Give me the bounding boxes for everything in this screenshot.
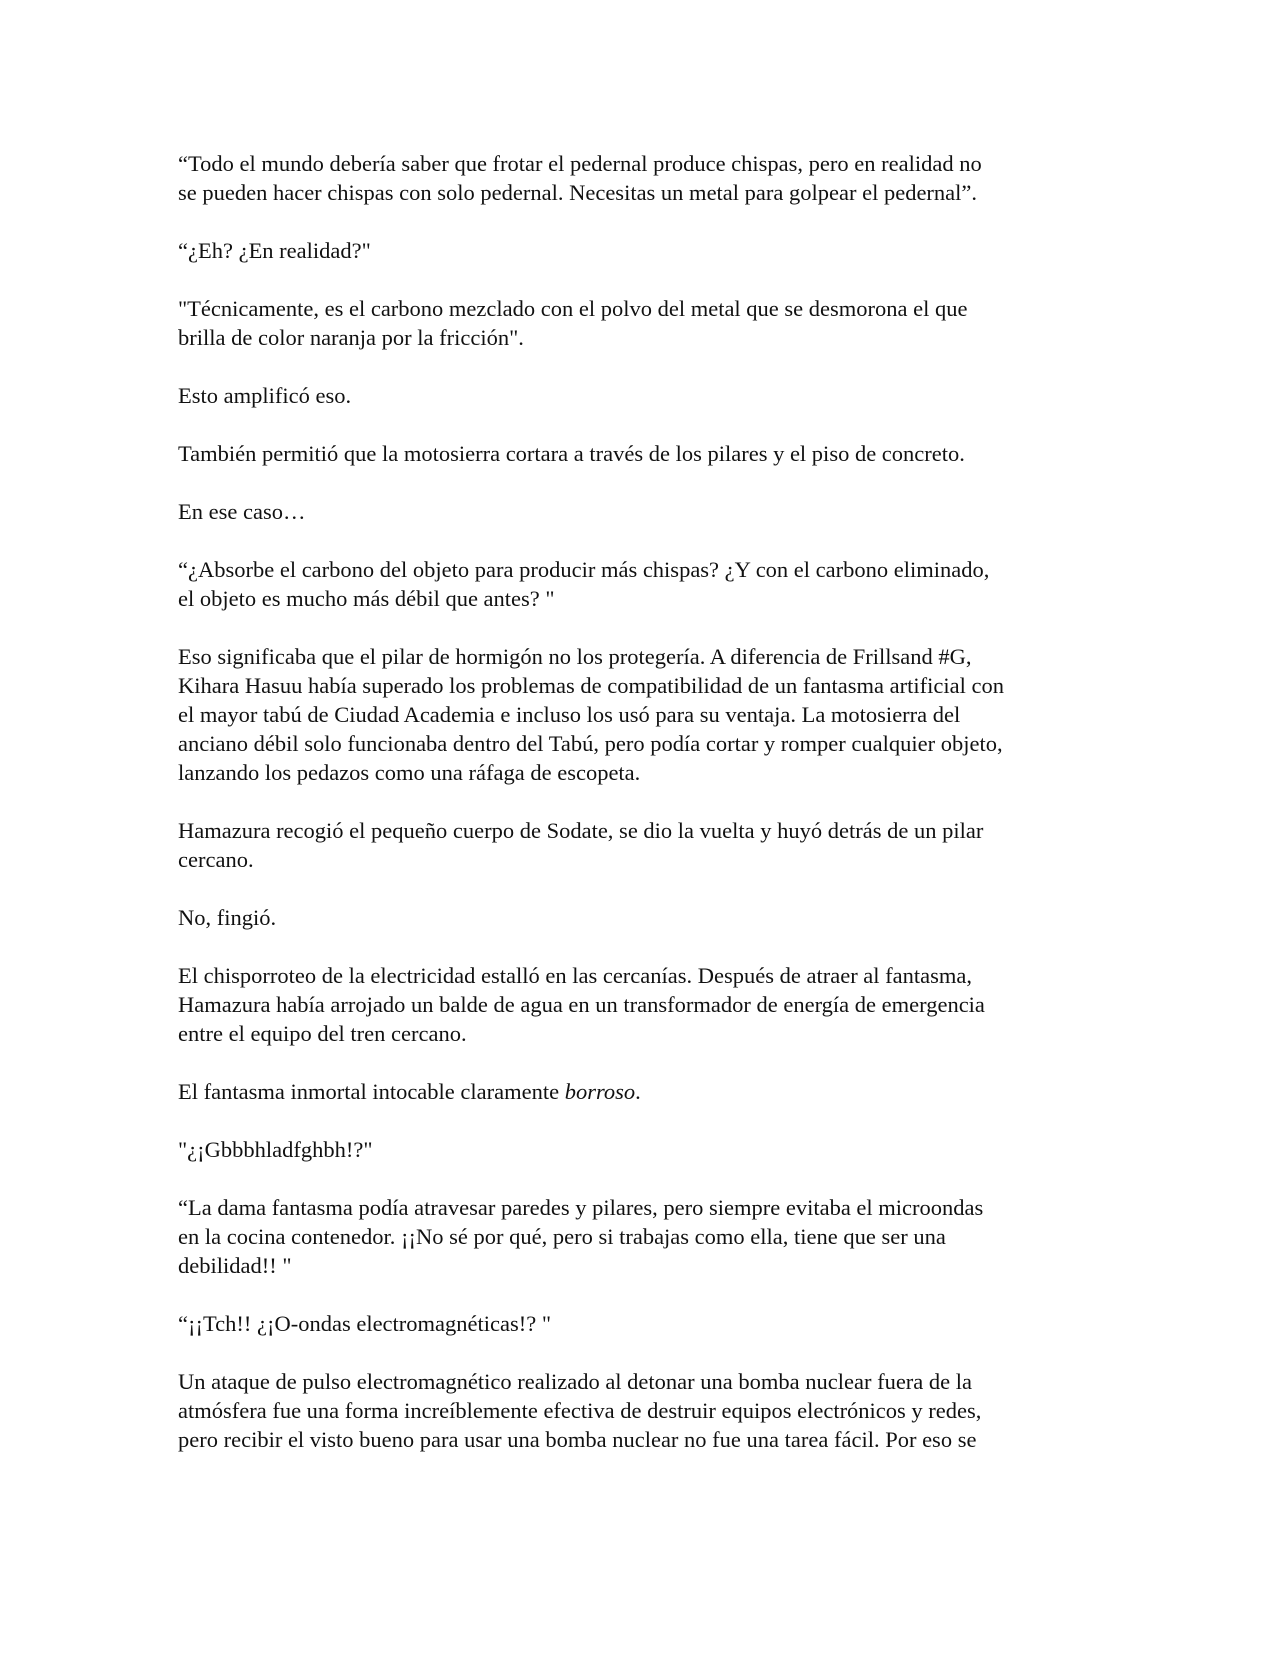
paragraph xyxy=(178,1193,1118,1280)
text-run: El fantasma inmortal intocable claramente xyxy=(178,1079,565,1104)
text-line: “Todo el mundo debería saber que frotar el pedernal produce chispas, pero en realidad no xyxy=(178,151,982,176)
text-line: “¿Eh? ¿En realidad?" xyxy=(178,238,371,263)
paragraph xyxy=(178,961,1118,1048)
text-line: “¡¡Tch!! ¿¡O-ondas electromagnéticas!? " xyxy=(178,1311,552,1336)
text-line: "Técnicamente, es el carbono mezclado con el polvo del metal que se desmorona el que xyxy=(178,296,968,321)
text-line: en la cocina contenedor. ¡¡No sé por qué, pero si trabajas como ella, tiene que ser una xyxy=(178,1224,946,1249)
paragraph xyxy=(178,1309,1118,1338)
paragraph xyxy=(178,236,1118,265)
text-line: Esto amplificó eso. xyxy=(178,383,352,408)
text-line: Un ataque de pulso electromagnético realizado al detonar una bomba nuclear fuera de la xyxy=(178,1369,973,1394)
text-line: brilla de color naranja por la fricción". xyxy=(178,325,524,350)
text-line: Hamazura había arrojado un balde de agua en un transformador de energía de emergencia xyxy=(178,992,985,1017)
paragraph xyxy=(178,555,1118,613)
text-line: debilidad!! " xyxy=(178,1253,292,1278)
text-line: "¿¡Gbbbhladfghbh!?" xyxy=(178,1137,373,1162)
paragraph xyxy=(178,642,1118,787)
text-line: entre el equipo del tren cercano. xyxy=(178,1021,467,1046)
paragraph xyxy=(178,149,1118,207)
text-line: También permitió que la motosierra cortara a través de los pilares y el piso de concreto. xyxy=(178,441,965,466)
text-line: “¿Absorbe el carbono del objeto para producir más chispas? ¿Y con el carbono eliminado, xyxy=(178,557,990,582)
text-line: cercano. xyxy=(178,847,254,872)
paragraphs-before xyxy=(178,149,1118,1048)
text-line: Eso significaba que el pilar de hormigón no los protegería. A diferencia de Frillsand #G, xyxy=(178,644,972,669)
paragraph xyxy=(178,816,1118,874)
paragraph xyxy=(178,294,1118,352)
text-line: En ese caso… xyxy=(178,499,306,524)
text-line: No, fingió. xyxy=(178,905,277,930)
text-line: anciano débil solo funcionaba dentro del Tabú, pero podía cortar y romper cualquier objeto, xyxy=(178,731,1003,756)
text-line: atmósfera fue una forma increíblemente efectiva de destruir equipos electrónicos y redes, xyxy=(178,1398,982,1423)
paragraph xyxy=(178,1367,1118,1454)
text-line: Hamazura recogió el pequeño cuerpo de Sodate, se dio la vuelta y huyó detrás de un pilar xyxy=(178,818,984,843)
italic-text: borroso xyxy=(564,1079,636,1104)
text-line: lanzando los pedazos como una ráfaga de escopeta. xyxy=(178,760,641,785)
paragraph-italic xyxy=(178,1077,1118,1106)
paragraph xyxy=(178,439,1118,468)
text-line: se pueden hacer chispas con solo pedernal. Necesitas un metal para golpear el pedernal”. xyxy=(178,180,978,205)
paragraph xyxy=(178,381,1118,410)
text-run: . xyxy=(635,1079,641,1104)
text-line: el objeto es mucho más débil que antes? " xyxy=(178,586,555,611)
text-line: El chisporroteo de la electricidad estalló en las cercanías. Después de atraer al fantasma, xyxy=(178,963,973,988)
text-line: “La dama fantasma podía atravesar paredes y pilares, pero siempre evitaba el microondas xyxy=(178,1195,984,1220)
paragraph xyxy=(178,903,1118,932)
paragraphs-after xyxy=(178,1135,1118,1454)
paragraph xyxy=(178,1135,1118,1164)
text-line: Kihara Hasuu había superado los problemas de compatibilidad de un fantasma artificial con xyxy=(178,673,1004,698)
text-line: pero recibir el visto bueno para usar una bomba nuclear no fue una tarea fácil. Por eso se xyxy=(178,1427,977,1452)
text-line: el mayor tabú de Ciudad Academia e incluso los usó para su ventaja. La motosierra del xyxy=(178,702,961,727)
paragraph xyxy=(178,497,1118,526)
document-page xyxy=(178,149,1118,1483)
